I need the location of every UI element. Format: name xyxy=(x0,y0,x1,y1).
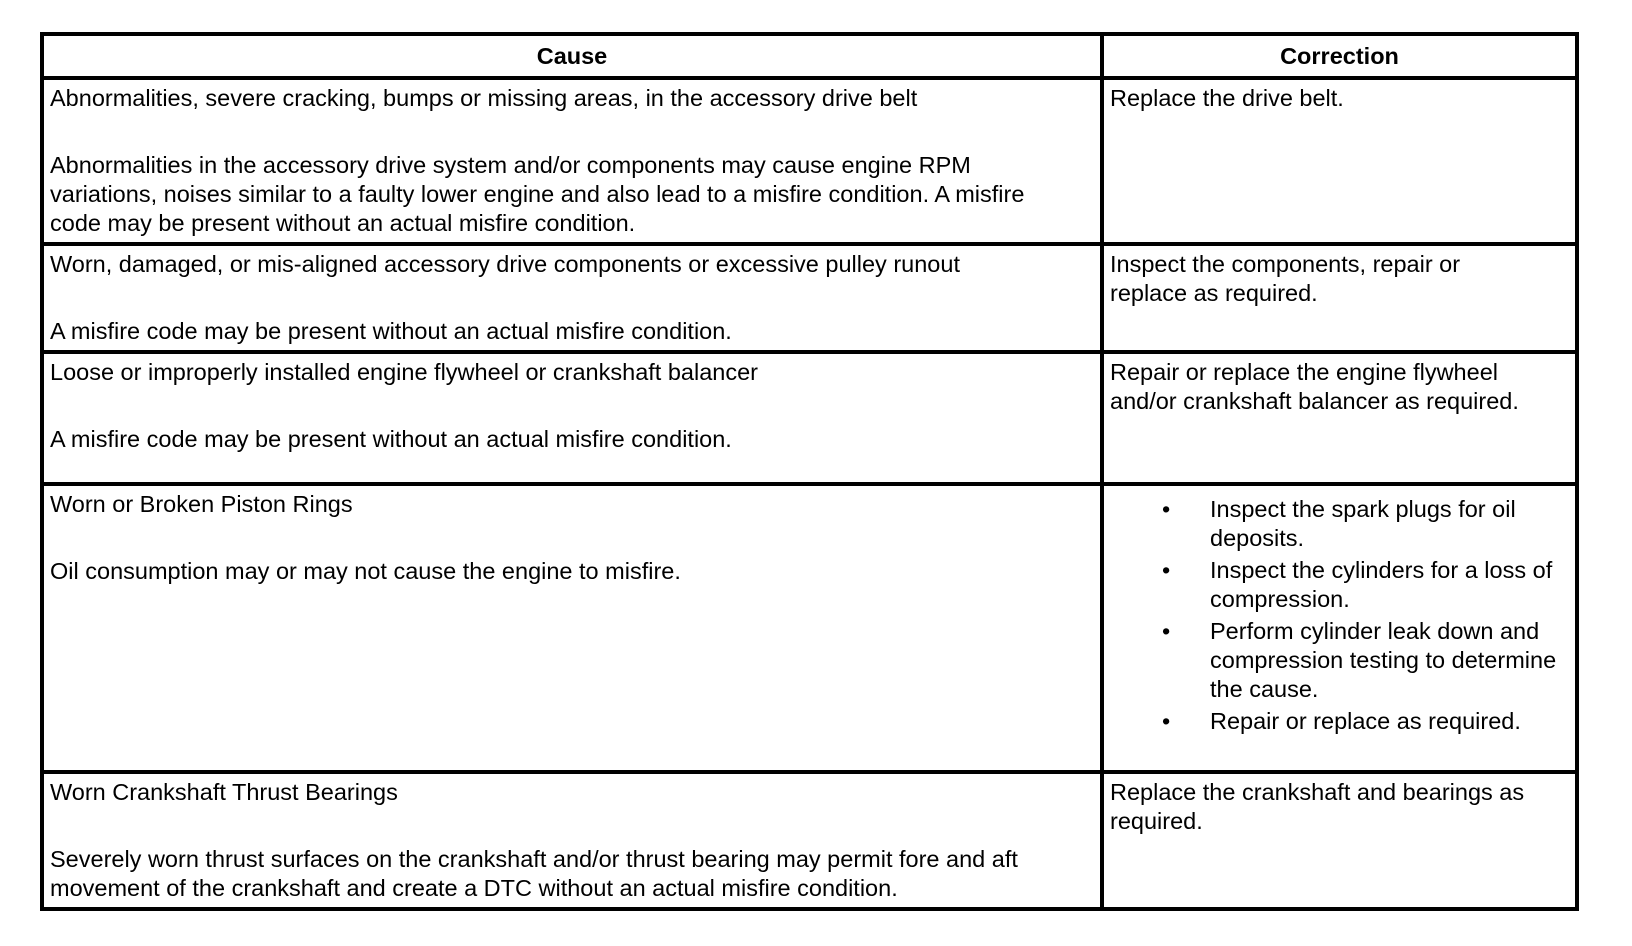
cause-cell xyxy=(42,772,1102,909)
header-row xyxy=(42,34,1577,78)
bullet-icon: • xyxy=(1162,496,1171,522)
correction-cell xyxy=(1102,772,1577,909)
cause-note: Oil consumption may or may not cause the engine to misfire. xyxy=(50,558,681,584)
correction-cell xyxy=(1102,244,1577,352)
list-item-text: Inspect the spark plugs for oil deposits. xyxy=(1210,496,1516,551)
cause-title: Worn or Broken Piston Rings xyxy=(50,491,353,517)
list-item xyxy=(1110,707,1569,736)
correction-list xyxy=(1110,495,1569,736)
list-item xyxy=(1110,556,1569,614)
list-item-text: Inspect the cylinders for a loss of compression. xyxy=(1210,557,1553,612)
correction-text: Replace the drive belt. xyxy=(1110,85,1344,111)
list-item xyxy=(1110,617,1569,704)
table-row xyxy=(42,78,1577,244)
table-row xyxy=(42,244,1577,352)
cause-note: Severely worn thrust surfaces on the crankshaft and/or thrust bearing may permit fore and aft movement of the crankshaft and create a DTC without an actual misfire condition. xyxy=(50,846,1018,901)
cause-note: A misfire code may be present without an actual misfire condition. xyxy=(50,318,732,344)
correction-cell xyxy=(1102,484,1577,772)
cause-cell xyxy=(42,484,1102,772)
cause-cell xyxy=(42,244,1102,352)
table-row xyxy=(42,484,1577,772)
list-item-text: Repair or replace as required. xyxy=(1210,708,1521,734)
bullet-icon: • xyxy=(1162,708,1171,734)
list-item-text: Perform cylinder leak down and compression testing to determine the cause. xyxy=(1210,618,1557,702)
correction-text: Inspect the components, repair or replace as required. xyxy=(1110,251,1461,306)
cause-correction-table xyxy=(40,32,1579,911)
table-row xyxy=(42,352,1577,484)
list-item xyxy=(1110,495,1569,553)
correction-text: Repair or replace the engine flywheel and/or crankshaft balancer as required. xyxy=(1110,359,1519,414)
bullet-icon: • xyxy=(1162,618,1171,644)
cause-cell xyxy=(42,78,1102,244)
correction-header: Correction xyxy=(1102,34,1577,78)
cause-title: Worn, damaged, or mis-aligned accessory drive components or excessive pulley runout xyxy=(50,251,960,277)
bullet-icon: • xyxy=(1162,557,1171,583)
cause-title: Worn Crankshaft Thrust Bearings xyxy=(50,779,398,805)
correction-text: Replace the crankshaft and bearings as required. xyxy=(1110,779,1525,834)
cause-title: Loose or improperly installed engine flywheel or crankshaft balancer xyxy=(50,359,758,385)
cause-title: Abnormalities, severe cracking, bumps or missing areas, in the accessory drive belt xyxy=(50,85,918,111)
correction-cell xyxy=(1102,78,1577,244)
cause-header: Cause xyxy=(42,34,1102,78)
cause-note: A misfire code may be present without an actual misfire condition. xyxy=(50,426,732,452)
cause-cell xyxy=(42,352,1102,484)
table-row xyxy=(42,772,1577,909)
correction-cell xyxy=(1102,352,1577,484)
cause-note: Abnormalities in the accessory drive system and/or components may cause engine RPM variations, noises similar to a faulty lower engine and also lead to a misfire condition. A misfire code may be present without an actual misfire condition. xyxy=(50,152,1025,236)
